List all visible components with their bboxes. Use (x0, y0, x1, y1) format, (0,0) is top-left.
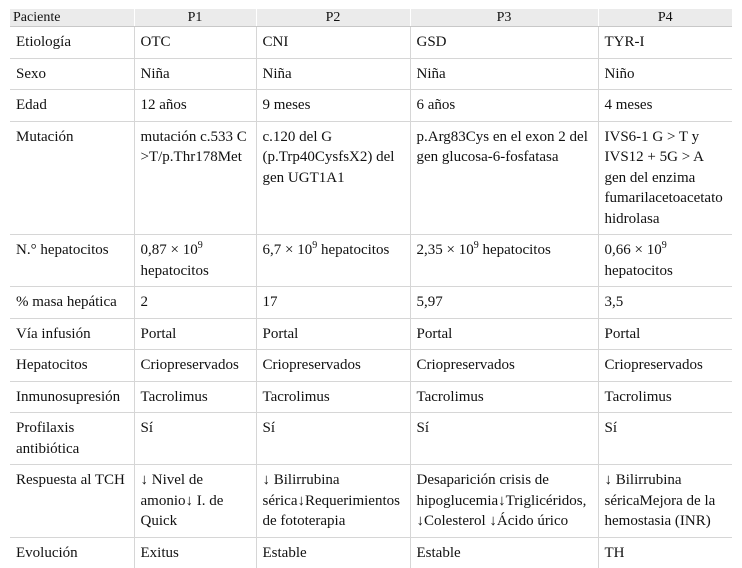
table-cell (256, 235, 410, 287)
table-cell: c.120 del G (p.Trp40CysfsX2) del gen UGT1A1 (256, 121, 410, 235)
column-header-p3: P3 (410, 9, 598, 27)
table-header-row (10, 9, 732, 27)
table-row (10, 350, 732, 382)
cell-exponent: 9 (662, 240, 667, 251)
table-cell: ↓ Bilirrubina sérica↓Requerimientos de fototerapia (256, 465, 410, 538)
table-cell: Tacrolimus (410, 381, 598, 413)
table-cell: 12 años (134, 90, 256, 122)
cell-value: 0,87 × 10 (141, 242, 198, 258)
table-cell: Portal (598, 318, 732, 350)
row-label: Hepatocitos (10, 350, 134, 382)
cell-value: 2,35 × 10 (417, 242, 474, 258)
table-cell: Estable (256, 537, 410, 568)
table-row (10, 465, 732, 538)
table-cell: OTC (134, 27, 256, 59)
table-cell: TH (598, 537, 732, 568)
table-cell: Sí (598, 413, 732, 465)
cell-unit: hepatocitos (141, 263, 209, 279)
row-label: N.° hepatocitos (10, 235, 134, 287)
row-label: Mutación (10, 121, 134, 235)
table-cell: mutación c.533 C >T/p.Thr178Met (134, 121, 256, 235)
table-row (10, 121, 732, 235)
cell-unit: hepatocitos (605, 263, 673, 279)
table-cell: Sí (256, 413, 410, 465)
table-cell: Tacrolimus (598, 381, 732, 413)
table-row (10, 537, 732, 568)
table-row (10, 318, 732, 350)
table-cell: IVS6-1 G > T y IVS12 + 5G > A gen del enzima fumarilacetoacetato hidrolasa (598, 121, 732, 235)
cell-exponent: 9 (474, 240, 479, 251)
table-row (10, 381, 732, 413)
cell-exponent: 9 (198, 240, 203, 251)
table-cell: p.Arg83Cys en el exon 2 del gen glucosa-6-fosfatasa (410, 121, 598, 235)
table-row (10, 413, 732, 465)
table-cell: 5,97 (410, 287, 598, 319)
column-header-p2: P2 (256, 9, 410, 27)
table-cell: GSD (410, 27, 598, 59)
table-cell: Criopreservados (256, 350, 410, 382)
column-header-paciente: Paciente (10, 9, 134, 27)
table-cell: Portal (134, 318, 256, 350)
table-cell: 3,5 (598, 287, 732, 319)
table-cell: Criopreservados (598, 350, 732, 382)
row-label: Profilaxis antibiótica (10, 413, 134, 465)
table-cell: Tacrolimus (256, 381, 410, 413)
table-cell: Sí (134, 413, 256, 465)
table-cell: 9 meses (256, 90, 410, 122)
table-row (10, 287, 732, 319)
cell-unit: hepatocitos (317, 242, 389, 258)
table-cell: Desaparición crisis de hipoglucemia↓Triglicéridos, ↓Colesterol ↓Ácido úrico (410, 465, 598, 538)
table-cell: Portal (256, 318, 410, 350)
table-cell: CNI (256, 27, 410, 59)
table-row (10, 58, 732, 90)
table-cell: Estable (410, 537, 598, 568)
row-label: Respuesta al TCH (10, 465, 134, 538)
table-cell: Sí (410, 413, 598, 465)
table-cell: Niña (410, 58, 598, 90)
table-cell: 2 (134, 287, 256, 319)
row-label: % masa hepática (10, 287, 134, 319)
table-row (10, 235, 732, 287)
table-cell: 6 años (410, 90, 598, 122)
table-cell: Niña (134, 58, 256, 90)
table-row (10, 27, 732, 59)
table-cell (410, 235, 598, 287)
table-cell: 17 (256, 287, 410, 319)
patients-table (10, 9, 732, 568)
cell-exponent: 9 (312, 240, 317, 251)
row-label: Inmunosupresión (10, 381, 134, 413)
table-cell: 4 meses (598, 90, 732, 122)
table-cell (134, 235, 256, 287)
table-cell: Tacrolimus (134, 381, 256, 413)
column-header-p4: P4 (598, 9, 732, 27)
table-cell: Niño (598, 58, 732, 90)
cell-unit: hepatocitos (479, 242, 551, 258)
table-cell: Exitus (134, 537, 256, 568)
table-cell: ↓ Nivel de amonio↓ I. de Quick (134, 465, 256, 538)
row-label: Vía infusión (10, 318, 134, 350)
row-label: Evolución (10, 537, 134, 568)
table-cell: ↓ Bilirrubina séricaMejora de la hemostasia (INR) (598, 465, 732, 538)
table-cell: Niña (256, 58, 410, 90)
table-body (10, 27, 732, 568)
table-cell: Portal (410, 318, 598, 350)
cell-value: 6,7 × 10 (263, 242, 313, 258)
row-label: Sexo (10, 58, 134, 90)
table-cell: TYR-I (598, 27, 732, 59)
table-cell (598, 235, 732, 287)
column-header-p1: P1 (134, 9, 256, 27)
table-row (10, 90, 732, 122)
row-label: Etiología (10, 27, 134, 59)
row-label: Edad (10, 90, 134, 122)
cell-value: 0,66 × 10 (605, 242, 662, 258)
table-cell: Criopreservados (410, 350, 598, 382)
table-cell: Criopreservados (134, 350, 256, 382)
